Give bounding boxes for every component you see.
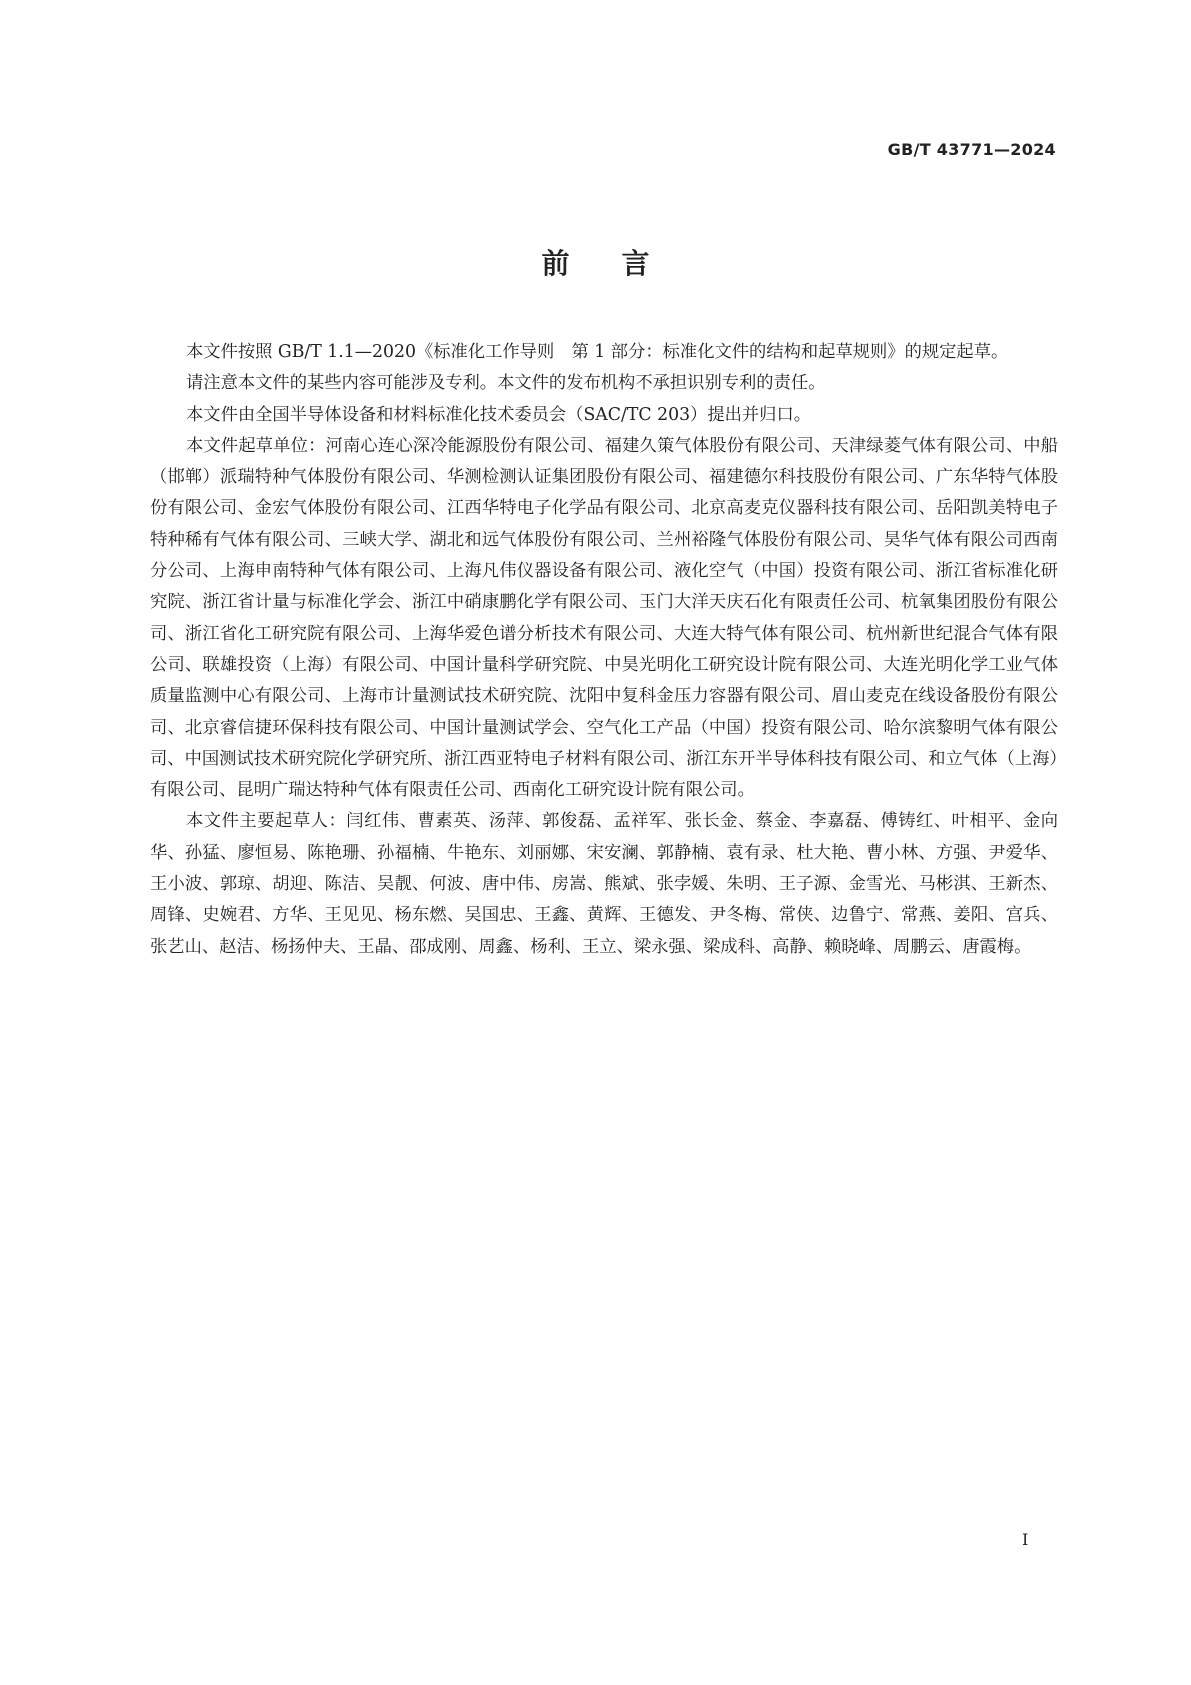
standard-number: GB/T 43771—2024	[887, 140, 1056, 159]
foreword-body	[150, 337, 1058, 963]
page-number: I	[1022, 1530, 1029, 1549]
paragraph-drafting-rules: 本文件按照 GB/T 1.1—2020《标准化工作导则 第 1 部分：标准化文件的结构和起草规则》的规定起草。	[186, 342, 1009, 362]
page-title: 前言	[541, 247, 702, 280]
paragraph-patent-notice: 请注意本文件的某些内容可能涉及专利。本文件的发布机构不承担识别专利的责任。	[186, 373, 826, 394]
paragraph-drafting-units: 本文件起草单位：河南心连心深冷能源股份有限公司、福建久策气体股份有限公司、天津绿菱气体有限公司、中船（邯郸）派瑞特种气体股份有限公司、华测检测认证集团股份有限公司、福建德尔科技股份有限公司、广东华特气体股份有限公司、金宏气体股份有限公司、江西华特电子化学品有限公司、北京高麦克仪器科技有限公司、岳阳凯美特电子特种稀有气体有限公司、三峡大学、湖北和远气体股份有限公司、兰州裕隆气体股份有限公司、昊华气体有限公司西南分公司、上海申南特种气体有限公司、上海凡伟仪器设备有限公司、液化空气（中国）投资有限公司、浙江省标准化研究院、浙江省计量与标准化学会、浙江中硝康鹏化学有限公司、玉门大洋天庆石化有限责任公司、杭氧集团股份有限公司、浙江省化工研究院有限公司、上海华爱色谱分析技术有限公司、大连大特气体有限公司、杭州新世纪混合气体有限公司、联雄投资（上海）有限公司、中国计量科学研究院、中昊光明化工研究设计院有限公司、大连光明化学工业气体质量监测中心有限公司、上海市计量测试技术研究院、沈阳中复科金压力容器有限公司、眉山麦克在线设备股份有限公司、北京睿信捷环保科技有限公司、中国计量测试学会、空气化工产品（中国）投资有限公司、哈尔滨黎明气体有限公司、中国测试技术研究院化学研究所、浙江西亚特电子材料有限公司、浙江东开半导体科技有限公司、和立气体（上海）有限公司、昆明广瑞达特种气体有限责任公司、西南化工研究设计院有限公司。	[150, 435, 1058, 801]
paragraph-drafters: 本文件主要起草人：闫红伟、曹素英、汤萍、郭俊磊、孟祥军、张长金、蔡金、李嘉磊、傅铸红、叶相平、金向华、孙猛、廖恒易、陈艳珊、孙福楠、牛艳东、刘丽娜、宋安澜、郭静楠、袁有录、杜大艳、曹小林、方强、尹爱华、王小波、郭琼、胡迎、陈洁、吴靓、何波、唐中伟、房嵩、熊斌、张孛媛、朱明、王子源、金雪光、马彬淇、王新杰、周锋、史婉君、方华、王见见、杨东燃、吴国忠、王鑫、黄辉、王德发、尹冬梅、常侠、边鲁宁、常燕、姜阳、宫兵、张艺山、赵洁、杨扬仲夫、王晶、邵成刚、周鑫、杨利、王立、梁永强、梁成科、高静、赖晓峰、周鹏云、唐霞梅。	[150, 811, 1058, 957]
paragraph-committee: 本文件由全国半导体设备和材料标准化技术委员会（SAC/TC 203）提出并归口。	[186, 404, 812, 425]
